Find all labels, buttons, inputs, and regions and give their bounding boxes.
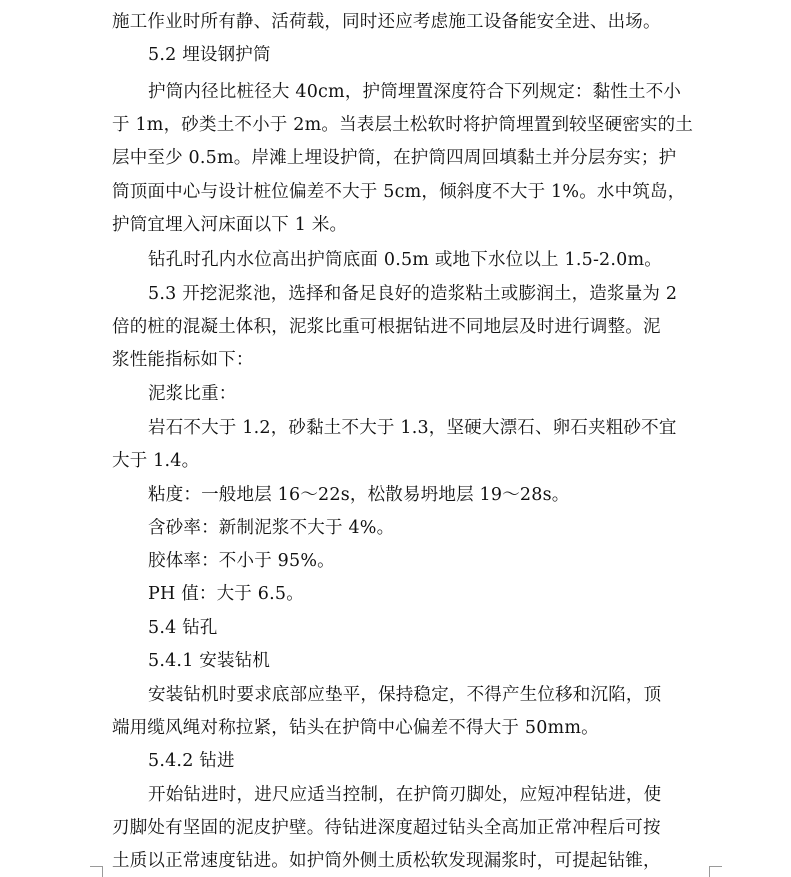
crop-mark-left (90, 866, 103, 877)
text-line: 刃脚处有坚固的泥皮护壁。待钻进深度超过钻头全高加正常冲程后可按 (112, 818, 661, 838)
text-line: 施工作业时所有静、活荷载，同时还应考虑施工设备能安全进、出场。 (112, 12, 661, 32)
text-line: 泥浆比重： (148, 384, 237, 404)
text-line: 端用缆风绳对称拉紧，钻头在护筒中心偏差不得大于 50mm。 (112, 718, 599, 738)
section-heading: 5.4 钻孔 (148, 618, 218, 638)
section-heading: 5.4.2 钻进 (148, 751, 235, 771)
text-line: 岩石不大于 1.2，砂黏土不大于 1.3，坚硬大漂石、卵石夹粗砂不宜 (148, 418, 677, 438)
text-line: 层中至少 0.5m。岸滩上埋设护筒，在护筒四周回填黏土并分层夯实；护 (112, 148, 677, 168)
text-line: 钻孔时孔内水位高出护筒底面 0.5m 或地下水位以上 1.5-2.0m。 (148, 250, 662, 270)
text-line: 护筒宜埋入河床面以下 1 米。 (112, 215, 348, 235)
text-line: 浆性能指标如下： (112, 350, 254, 370)
text-line: 于 1m，砂类土不小于 2m。当表层土松软时将护筒埋置到较坚硬密实的土 (112, 115, 694, 135)
text-line: 土质以正常速度钻进。如护筒外侧土质松软发现漏浆时，可提起钻锥， (112, 851, 661, 871)
text-line: 胶体率：不小于 95%。 (148, 551, 335, 571)
section-heading: 5.4.1 安装钻机 (148, 651, 271, 671)
text-line: PH 值：大于 6.5。 (148, 584, 304, 604)
section-heading: 5.3 开挖泥浆池，选择和备足良好的造浆粘土或膨润土，造浆量为 2 (148, 284, 678, 304)
text-line: 大于 1.4。 (112, 451, 200, 471)
text-line: 粘度：一般地层 16～22s，松散易坍地层 19～28s。 (148, 485, 570, 505)
text-line: 开始钻进时，进尺应适当控制，在护筒刃脚处，应短冲程钻进，使 (148, 785, 662, 805)
crop-mark-right (709, 866, 722, 877)
text-line: 安装钻机时要求底部应垫平，保持稳定，不得产生位移和沉陷，顶 (148, 685, 662, 705)
text-line: 含砂率：新制泥浆不大于 4%。 (148, 518, 395, 538)
text-line: 筒顶面中心与设计桩位偏差不大于 5cm，倾斜度不大于 1%。水中筑岛， (112, 182, 686, 202)
text-line: 护筒内径比桩径大 40cm，护筒埋置深度符合下列规定：黏性土不小 (148, 82, 682, 102)
text-line: 倍的桩的混凝土体积，泥浆比重可根据钻进不同地层及时进行调整。泥 (112, 317, 661, 337)
section-heading: 5.2 埋设钢护筒 (148, 45, 271, 65)
